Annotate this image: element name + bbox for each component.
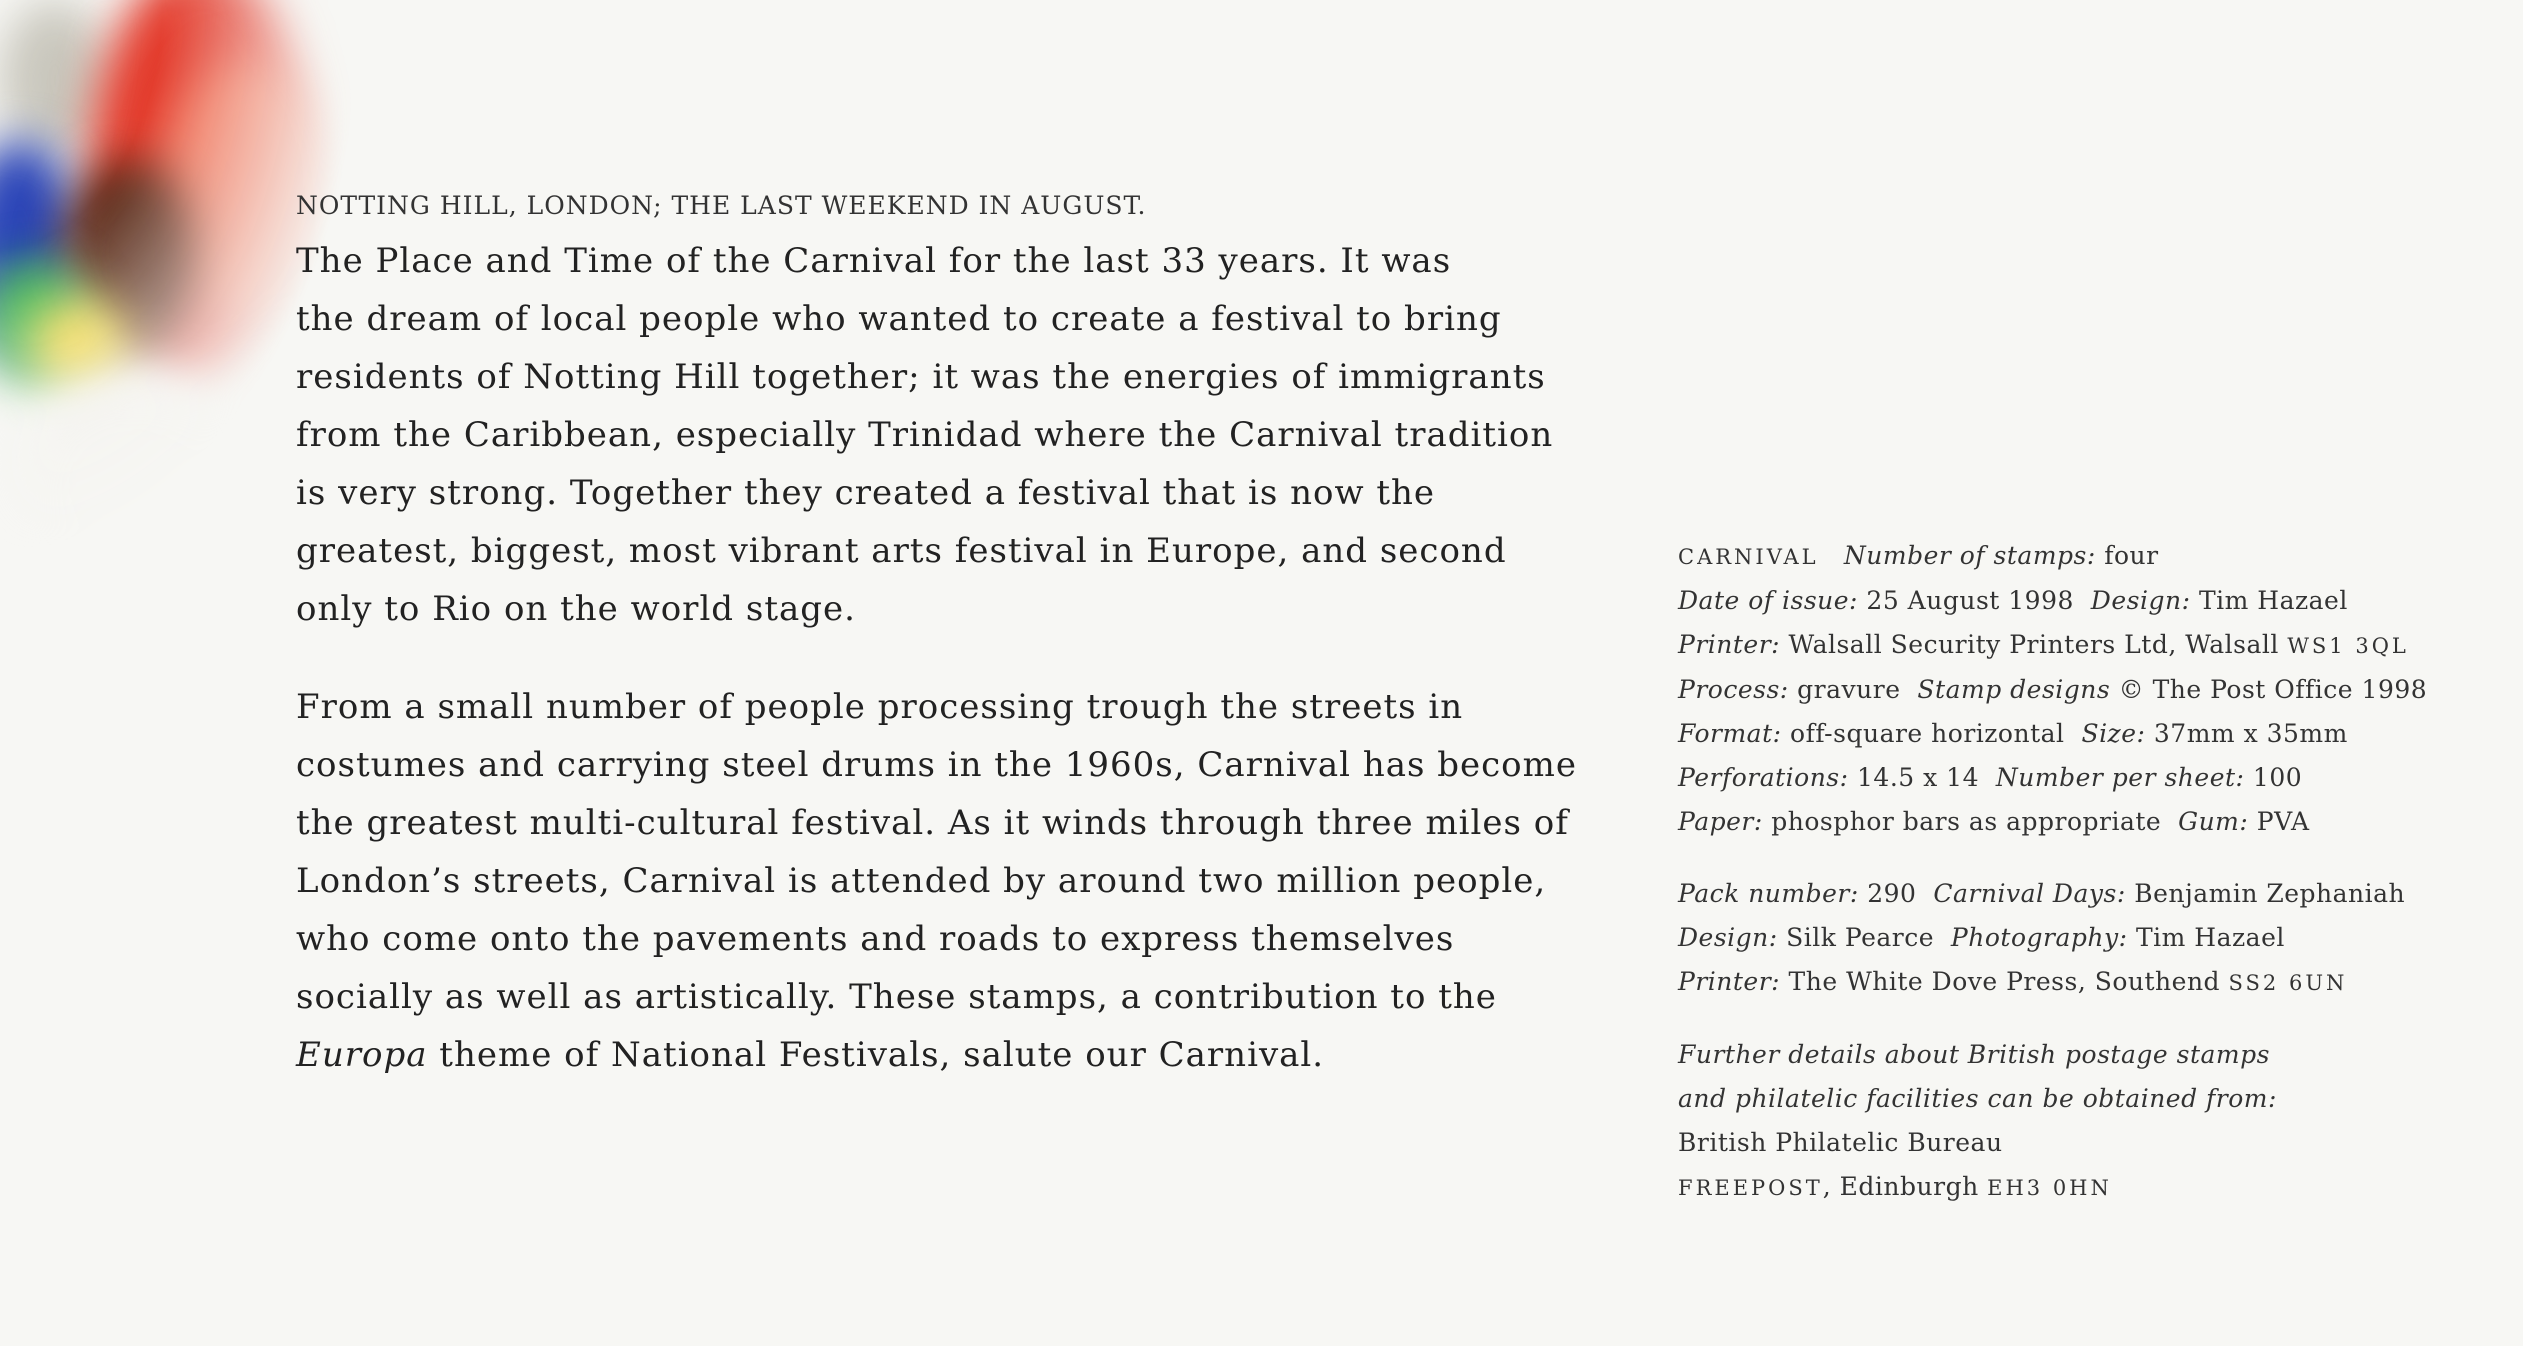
- paragraph-2-last-rest: theme of National Festivals, salute our Carnival.: [427, 1035, 1325, 1075]
- pack-design-label: Design:: [1678, 923, 1778, 952]
- date-value: 25 August 1998: [1866, 586, 2074, 615]
- per-sheet-label: Number per sheet:: [1995, 763, 2245, 792]
- paragraph-2-last-line: [296, 1026, 1596, 1084]
- paper-label: Paper:: [1678, 807, 1763, 836]
- per-sheet-value: 100: [2252, 763, 2303, 792]
- freepost: FREEPOST: [1678, 1176, 1823, 1200]
- printer-value: Walsall Security Printers Ltd, Walsall: [1788, 630, 2279, 659]
- pack-line-number: [1678, 872, 2498, 916]
- pack-number-value: 290: [1867, 879, 1917, 908]
- size-value: 37mm x 35mm: [2153, 719, 2348, 748]
- process-value: gravure: [1797, 675, 1901, 704]
- details-line-date: [1678, 579, 2498, 623]
- stamps-value: four: [2104, 541, 2159, 570]
- bureau-postcode: EH3 0HN: [1987, 1176, 2112, 1200]
- details-line-paper: [1678, 800, 2498, 844]
- place-heading: NOTTING HILL, LONDON; THE LAST WEEKEND IN AUGUST.: [296, 191, 1147, 220]
- perforations-value: 14.5 x 14: [1857, 763, 1979, 792]
- carnival-days-value: Benjamin Zephaniah: [2134, 879, 2406, 908]
- pack-line-printer: [1678, 960, 2498, 1005]
- pack-line-design: [1678, 916, 2498, 960]
- paragraph-2-body: From a small number of people processing trough the streets in costumes and carrying steel drums in the 1960s, Carnival has become the greatest multi-cultural festival. As it winds through three miles of London’s streets, Carnival is attended by around two million people, who come onto the pavements and roads to express themselves socially as well as artistically. These stamps, a contribution to the: [296, 687, 1578, 1017]
- pack-printer-value: The White Dove Press, Southend: [1788, 967, 2221, 996]
- details-line-printer: [1678, 623, 2498, 668]
- format-value: off-square horizontal: [1790, 719, 2065, 748]
- stamp-details: [1678, 534, 2498, 1210]
- details-line-process: [1678, 668, 2498, 712]
- pack-number-label: Pack number:: [1678, 879, 1859, 908]
- details-line-title: [1678, 534, 2498, 579]
- stamp-designs-label: Stamp designs: [1917, 675, 2111, 704]
- process-label: Process:: [1678, 675, 1789, 704]
- paragraph-2: [296, 678, 1596, 1084]
- europa-word: Europa: [296, 1035, 428, 1075]
- gum-label: Gum:: [2178, 807, 2249, 836]
- photography-value: Tim Hazael: [2135, 923, 2285, 952]
- carnival-days-label: Carnival Days:: [1933, 879, 2126, 908]
- main-text: [296, 186, 1596, 1084]
- size-label: Size:: [2081, 719, 2146, 748]
- format-label: Format:: [1678, 719, 1782, 748]
- pack-design-value: Silk Pearce: [1786, 923, 1935, 952]
- date-label: Date of issue:: [1678, 586, 1858, 615]
- city: , Edinburgh: [1822, 1172, 1979, 1201]
- bureau-address: [1678, 1165, 2498, 1210]
- photography-label: Photography:: [1950, 923, 2128, 952]
- paragraph-1: The Place and Time of the Carnival for the last 33 years. It was the dream of local people who wanted to create a festival to bring residents of Notting Hill together; it was the energies of immigrants from the Caribbean, especially Trinidad where the Carnival tradition is very strong. Together they created a festival that is now the greatest, biggest, most vibrant arts festival in Europe, and second only to Rio on the world stage.: [296, 241, 1554, 629]
- design-value: Tim Hazael: [2198, 586, 2348, 615]
- pack-printer-label: Printer:: [1678, 967, 1781, 996]
- gum-value: PVA: [2256, 807, 2310, 836]
- printer-postcode: WS1 3QL: [2287, 634, 2409, 658]
- further-line-1: Further details about British postage stamps: [1678, 1040, 2270, 1069]
- stamps-label: Number of stamps:: [1843, 541, 2096, 570]
- perforations-label: Perforations:: [1678, 763, 1849, 792]
- design-label: Design:: [2090, 586, 2191, 615]
- further-line-2: and philatelic facilities can be obtained from:: [1678, 1084, 2277, 1113]
- bureau-name: British Philatelic Bureau: [1678, 1128, 2003, 1157]
- stamp-designs-value: © The Post Office 1998: [2118, 675, 2428, 704]
- details-line-format: [1678, 712, 2498, 756]
- paper-value: phosphor bars as appropriate: [1771, 807, 2162, 836]
- printer-label: Printer:: [1678, 630, 1781, 659]
- details-title: CARNIVAL: [1678, 545, 1819, 569]
- pack-printer-postcode: SS2 6UN: [2228, 971, 2348, 995]
- details-line-perforations: [1678, 756, 2498, 800]
